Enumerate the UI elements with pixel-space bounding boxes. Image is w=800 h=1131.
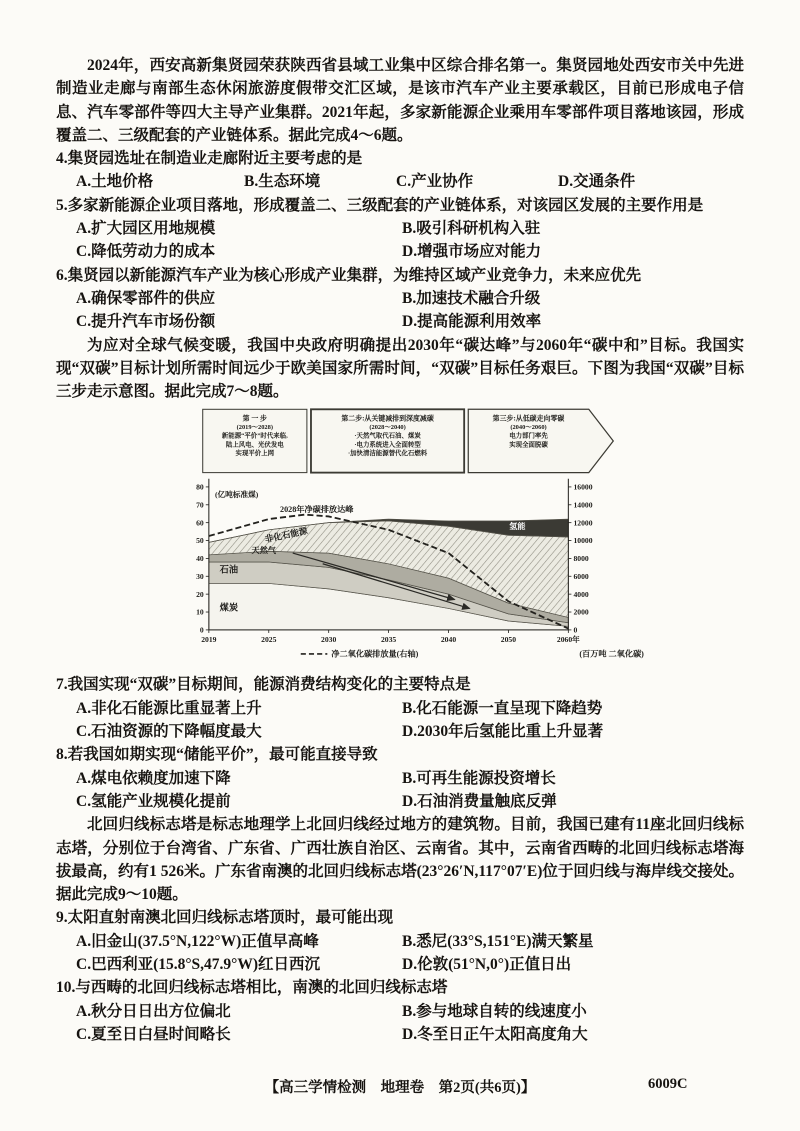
question-stem: 8.若我国如期实现“储能平价”，最可能直接导致 xyxy=(56,746,378,764)
svg-text:2040: 2040 xyxy=(440,635,457,645)
svg-text:12000: 12000 xyxy=(573,518,593,528)
option-C: C.产业协作 xyxy=(396,173,474,191)
option-C: C.夏至日白昼时间略长 xyxy=(76,1025,231,1043)
question-stem: 10.与西畴的北回归线标志塔相比，南澳的北回归线标志塔 xyxy=(56,979,448,997)
option-B: B.可再生能源投资增长 xyxy=(402,769,556,787)
step-boxes xyxy=(203,410,614,473)
svg-text:实现平价上网: 实现平价上网 xyxy=(235,450,275,458)
svg-text:16000: 16000 xyxy=(573,483,593,493)
svg-text:2035: 2035 xyxy=(380,635,397,645)
option-B: B.吸引科研机构入驻 xyxy=(402,220,541,238)
page-footer xyxy=(0,1076,800,1097)
option-D: D.提高能源利用效率 xyxy=(402,313,542,331)
svg-text:煤炭: 煤炭 xyxy=(219,602,239,613)
option-D: D.增强市场应对能力 xyxy=(402,243,542,261)
option-A: A.土地价格 xyxy=(76,173,154,191)
options-row xyxy=(56,170,744,193)
options-grid xyxy=(56,287,744,334)
svg-text:30: 30 xyxy=(196,572,204,582)
svg-text:(亿吨标准煤): (亿吨标准煤) xyxy=(214,490,259,500)
option-B: B.加速技术融合升级 xyxy=(402,289,541,307)
svg-text:0: 0 xyxy=(573,626,578,636)
svg-text:80: 80 xyxy=(196,483,204,493)
question-stem: 4.集贤园选址在制造业走廊附近主要考虑的是 xyxy=(56,150,363,168)
option-A: A.非化石能源比重显著上升 xyxy=(76,699,262,717)
energy-structure-chart-svg xyxy=(168,407,648,671)
svg-text:2000: 2000 xyxy=(573,608,589,618)
dual-carbon-roadmap-figure xyxy=(168,407,744,671)
svg-text:2025: 2025 xyxy=(261,635,277,645)
option-D: D.2030年后氢能比重上升显著 xyxy=(402,723,604,741)
svg-text:天然气: 天然气 xyxy=(251,546,277,556)
svg-text:0: 0 xyxy=(199,626,204,636)
question-stem: 9.太阳直射南澳北回归线标志塔顶时，最可能出现 xyxy=(56,909,394,927)
option-A: A.扩大园区用地规模 xyxy=(76,220,216,238)
question-stem: 6.集贤园以新能源汽车产业为核心形成产业集群，为维持区域产业竞争力，未来应优先 xyxy=(56,266,642,284)
option-D: D.伦敦(51°N,0°)正值日出 xyxy=(402,956,572,974)
svg-text:40: 40 xyxy=(196,554,204,564)
svg-text:氢能: 氢能 xyxy=(509,522,526,532)
question-5 xyxy=(56,194,744,264)
svg-text:第三步:从低碳走向零碳: 第三步:从低碳走向零碳 xyxy=(492,414,565,423)
svg-text:2019: 2019 xyxy=(201,635,217,645)
option-C: C.提升汽车市场份额 xyxy=(76,313,216,331)
paper-code: 6009C xyxy=(648,1076,688,1092)
svg-text:净二氧化碳排放量(右轴): 净二氧化碳排放量(右轴) xyxy=(331,649,419,659)
svg-text:70: 70 xyxy=(196,500,204,510)
svg-text:第二步:从关键减排到深度减碳: 第二步:从关键减排到深度减碳 xyxy=(341,414,434,423)
svg-text:·加快清洁能源替代化石燃料: ·加快清洁能源替代化石燃料 xyxy=(347,450,428,458)
svg-text:(2028～2040): (2028～2040) xyxy=(369,424,406,432)
option-C: C.石油资源的下降幅度最大 xyxy=(76,723,262,741)
svg-text:14000: 14000 xyxy=(573,500,593,510)
svg-text:6000: 6000 xyxy=(573,572,589,582)
option-B: B.悉尼(33°S,151°E)满天繁星 xyxy=(402,932,594,950)
question-10 xyxy=(56,976,744,1046)
svg-text:8000: 8000 xyxy=(573,554,589,564)
question-stem: 7.我国实现“双碳”目标期间，能源消费结构变化的主要特点是 xyxy=(56,676,471,694)
options-grid xyxy=(56,767,744,814)
options-grid xyxy=(56,1000,744,1047)
energy-areas xyxy=(209,520,568,631)
question-8 xyxy=(56,743,744,813)
option-C: C.巴西利亚(15.8°S,47.9°W)红日西沉 xyxy=(76,956,321,974)
svg-text:2050: 2050 xyxy=(500,635,517,645)
question-9 xyxy=(56,906,744,976)
svg-text:(百万吨 二氧化碳): (百万吨 二氧化碳) xyxy=(579,649,644,659)
svg-text:50: 50 xyxy=(196,536,204,546)
intro-paragraph-tropic-towers: 北回归线标志塔是标志地理学上北回归线经过地方的建筑物。目前，我国已建有11座北回归线标志塔，分别位于台湾省、广东省、广西壮族自治区、云南省。其中，云南省西畴的北回归线标志塔海拔最高，约有1 526米。广东省南澳的北回归线标志塔(23°26′N,117°07′E)位于回归线与海岸线交接处。据此完成9～10题。 xyxy=(56,816,744,904)
svg-text:4000: 4000 xyxy=(573,590,589,600)
svg-text:非化石能源: 非化石能源 xyxy=(263,525,309,545)
svg-text:实现全面脱碳: 实现全面脱碳 xyxy=(509,441,548,449)
svg-text:10000: 10000 xyxy=(573,536,593,546)
option-D: D.冬至日正午太阳高度角大 xyxy=(402,1025,588,1043)
svg-text:·电力系统进入全面转型: ·电力系统进入全面转型 xyxy=(354,441,421,449)
option-D: D.石油消费量触底反弹 xyxy=(402,792,557,810)
peak-annotation: 2028年净碳排放达峰 xyxy=(279,505,354,515)
intro-paragraph-dual-carbon: 为应对全球气候变暖，我国中央政府明确提出2030年“碳达峰”与2060年“碳中和”目标。我国实现“双碳”目标计划所需时间远少于欧美国家所需时间，“双碳”目标任务艰巨。下图为我国“双碳”目标三步走示意图。据此完成7～8题。 xyxy=(56,336,744,401)
option-B: B.生态环境 xyxy=(244,173,321,191)
svg-text:石油: 石油 xyxy=(219,565,239,576)
svg-text:(2019～2028): (2019～2028) xyxy=(236,424,274,432)
svg-text:2060年: 2060年 xyxy=(556,635,580,645)
svg-text:第 一 步: 第 一 步 xyxy=(242,414,267,423)
svg-text:新能源“平价”时代来临,: 新能源“平价”时代来临, xyxy=(221,433,288,441)
svg-text:2030: 2030 xyxy=(321,635,337,645)
intro-paragraph-industry: 2024年，西安高新集贤园荣获陕西省县域工业集中区综合排名第一。集贤园地处西安市关中先进制造业走廊与南部生态休闲旅游度假带交汇区域，是该市汽车产业主要承载区，目前已形成电子信息、汽车零部件等四大主导产业集群。2021年起，多家新能源企业乘用车零部件项目落地该园，形成覆盖二、三级配套的产业链体系。据此完成4～6题。 xyxy=(56,57,744,144)
option-B: B.化石能源一直呈现下降趋势 xyxy=(402,699,603,717)
footer-title: 【高三学情检测 地理卷 第2页(共6页)】 xyxy=(264,1080,536,1096)
option-B: B.参与地球自转的线速度小 xyxy=(402,1002,587,1020)
options-grid xyxy=(56,217,744,264)
svg-text:陆上风电、光伏发电: 陆上风电、光伏发电 xyxy=(225,441,284,449)
option-A: A.煤电依赖度加速下降 xyxy=(76,769,231,787)
option-C: C.氢能产业规模化提前 xyxy=(76,792,231,810)
question-4 xyxy=(56,147,744,194)
svg-text:·天然气取代石油、煤炭: ·天然气取代石油、煤炭 xyxy=(354,433,421,441)
question-7 xyxy=(56,673,744,743)
svg-text:20: 20 xyxy=(196,590,204,600)
question-stem: 5.多家新能源企业项目落地，形成覆盖二、三级配套的产业链体系，对该园区发展的主要作用是 xyxy=(56,196,704,214)
option-D: D.交通条件 xyxy=(558,173,636,191)
svg-text:电力部门率先: 电力部门率先 xyxy=(509,433,548,441)
question-6 xyxy=(56,264,744,334)
option-A: A.确保零部件的供应 xyxy=(76,289,216,307)
options-grid xyxy=(56,930,744,977)
option-A: A.秋分日日出方位偏北 xyxy=(76,1002,231,1020)
options-grid xyxy=(56,697,744,744)
energy-structure-chart xyxy=(168,407,744,671)
legend xyxy=(301,649,644,659)
svg-text:10: 10 xyxy=(196,608,204,618)
svg-text:(2040～2060): (2040～2060) xyxy=(510,424,547,432)
option-A: A.旧金山(37.5°N,122°W)正值早高峰 xyxy=(76,932,319,950)
option-C: C.降低劳动力的成本 xyxy=(76,243,216,261)
svg-text:60: 60 xyxy=(196,518,204,528)
